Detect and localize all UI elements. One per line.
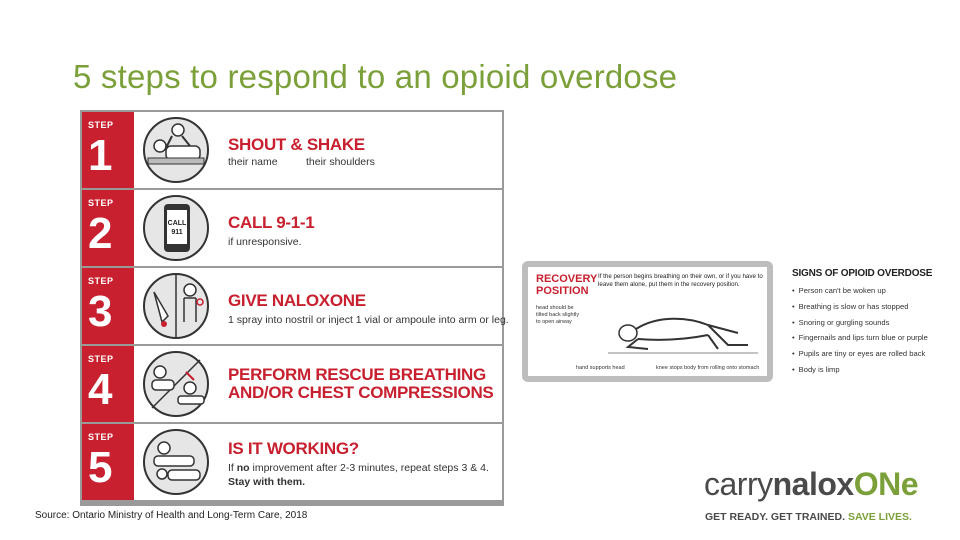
step-1 (82, 112, 502, 188)
sub-text: improvement after 2-3 minutes, repeat steps 3 & 4. (249, 462, 489, 474)
step-sub-right: their shoulders (306, 156, 375, 168)
step-number: 2 (88, 209, 113, 258)
source-citation: Source: Ontario Ministry of Health and Long-Term Care, 2018 (35, 510, 308, 521)
phone-icon (142, 194, 212, 262)
step-number: 3 (88, 287, 113, 336)
step-3-badge (82, 268, 134, 344)
recovery-position-illustration (608, 295, 758, 357)
step-4 (82, 346, 502, 422)
step-2-badge (82, 190, 134, 266)
step-sub-line-2: Stay with them. (228, 476, 306, 488)
signs-of-overdose (792, 268, 952, 378)
note-line: to open airway (536, 319, 572, 325)
slide-title: 5 steps to respond to an opioid overdose (73, 58, 678, 95)
signs-list (792, 283, 952, 378)
tagline-part: GET READY. GET TRAINED. (705, 511, 848, 523)
step-label: STEP (88, 120, 114, 130)
list-item: • Breathing is slow or has stopped (792, 299, 952, 315)
step-heading: CALL 9-1-1 (228, 213, 315, 232)
recovery-title (536, 273, 597, 297)
brand-part: carry (704, 466, 773, 502)
step-4-badge (82, 346, 134, 422)
phone-text-911: 911 (171, 229, 183, 236)
step-label: STEP (88, 198, 114, 208)
brand-logo (704, 466, 918, 503)
step-number: 4 (88, 365, 113, 414)
recovery-text: If the person begins breathing on their own, or if you have to leave them alone, put them in the recovery position. (598, 273, 763, 288)
step-2 (82, 190, 502, 266)
note-line: tilted back slightly (536, 312, 580, 318)
list-item: • Pupils are tiny or eyes are rolled back (792, 346, 952, 362)
step-sub: 1 spray into nostril or inject 1 vial or ampoule into arm or leg. (228, 314, 509, 326)
recovery-title-line-1: RECOVERY (536, 273, 598, 285)
step-heading-line-1: PERFORM RESCUE BREATHING (228, 365, 486, 384)
brand-tagline (705, 511, 912, 523)
brand-part: nalox (772, 466, 854, 502)
step-heading: SHOUT & SHAKE (228, 135, 365, 154)
step-label: STEP (88, 354, 114, 364)
step-label: STEP (88, 432, 114, 442)
check-person-icon (142, 428, 212, 496)
list-item: • Fingernails and lips turn blue or purple (792, 330, 952, 346)
step-1-badge (82, 112, 134, 188)
recovery-panel (528, 267, 767, 376)
steps-infographic (80, 110, 509, 506)
step-heading: GIVE NALOXONE (228, 291, 366, 310)
recovery-note-hand: hand supports head (576, 365, 625, 371)
sub-text: If (228, 462, 237, 474)
sub-emphasis: no (236, 462, 250, 474)
brand-part: ONe (853, 466, 918, 502)
step-sub-left: their name (228, 156, 278, 168)
recovery-note-knee: knee stops body from rolling onto stomach (656, 365, 760, 371)
tagline-part: SAVE LIVES. (847, 511, 912, 523)
rescue-breathing-icon (142, 350, 212, 418)
step-heading: IS IT WORKING? (228, 439, 359, 458)
signs-title: SIGNS OF OPIOID OVERDOSE (792, 268, 933, 279)
step-heading-line-2: AND/OR CHEST COMPRESSIONS (228, 383, 494, 402)
step-label: STEP (88, 276, 114, 286)
naloxone-icon (142, 272, 212, 340)
step-3 (82, 268, 509, 344)
step-sub-line-1 (228, 462, 489, 474)
recovery-title-line-2: POSITION (536, 285, 589, 297)
step-number: 1 (88, 131, 113, 180)
step-5-badge (82, 424, 134, 500)
list-item: • Snoring or gurgling sounds (792, 315, 952, 331)
recovery-note-head (536, 305, 579, 326)
step-5 (82, 424, 502, 500)
list-item: • Person can't be woken up (792, 283, 952, 299)
note-line: head should be (536, 305, 574, 311)
step-number: 5 (88, 443, 113, 492)
list-item: • Body is limp (792, 362, 952, 378)
shake-person-icon (142, 116, 212, 184)
step-sub: if unresponsive. (228, 236, 302, 248)
phone-text-call: CALL (167, 220, 187, 227)
recovery-position-card (522, 261, 773, 382)
